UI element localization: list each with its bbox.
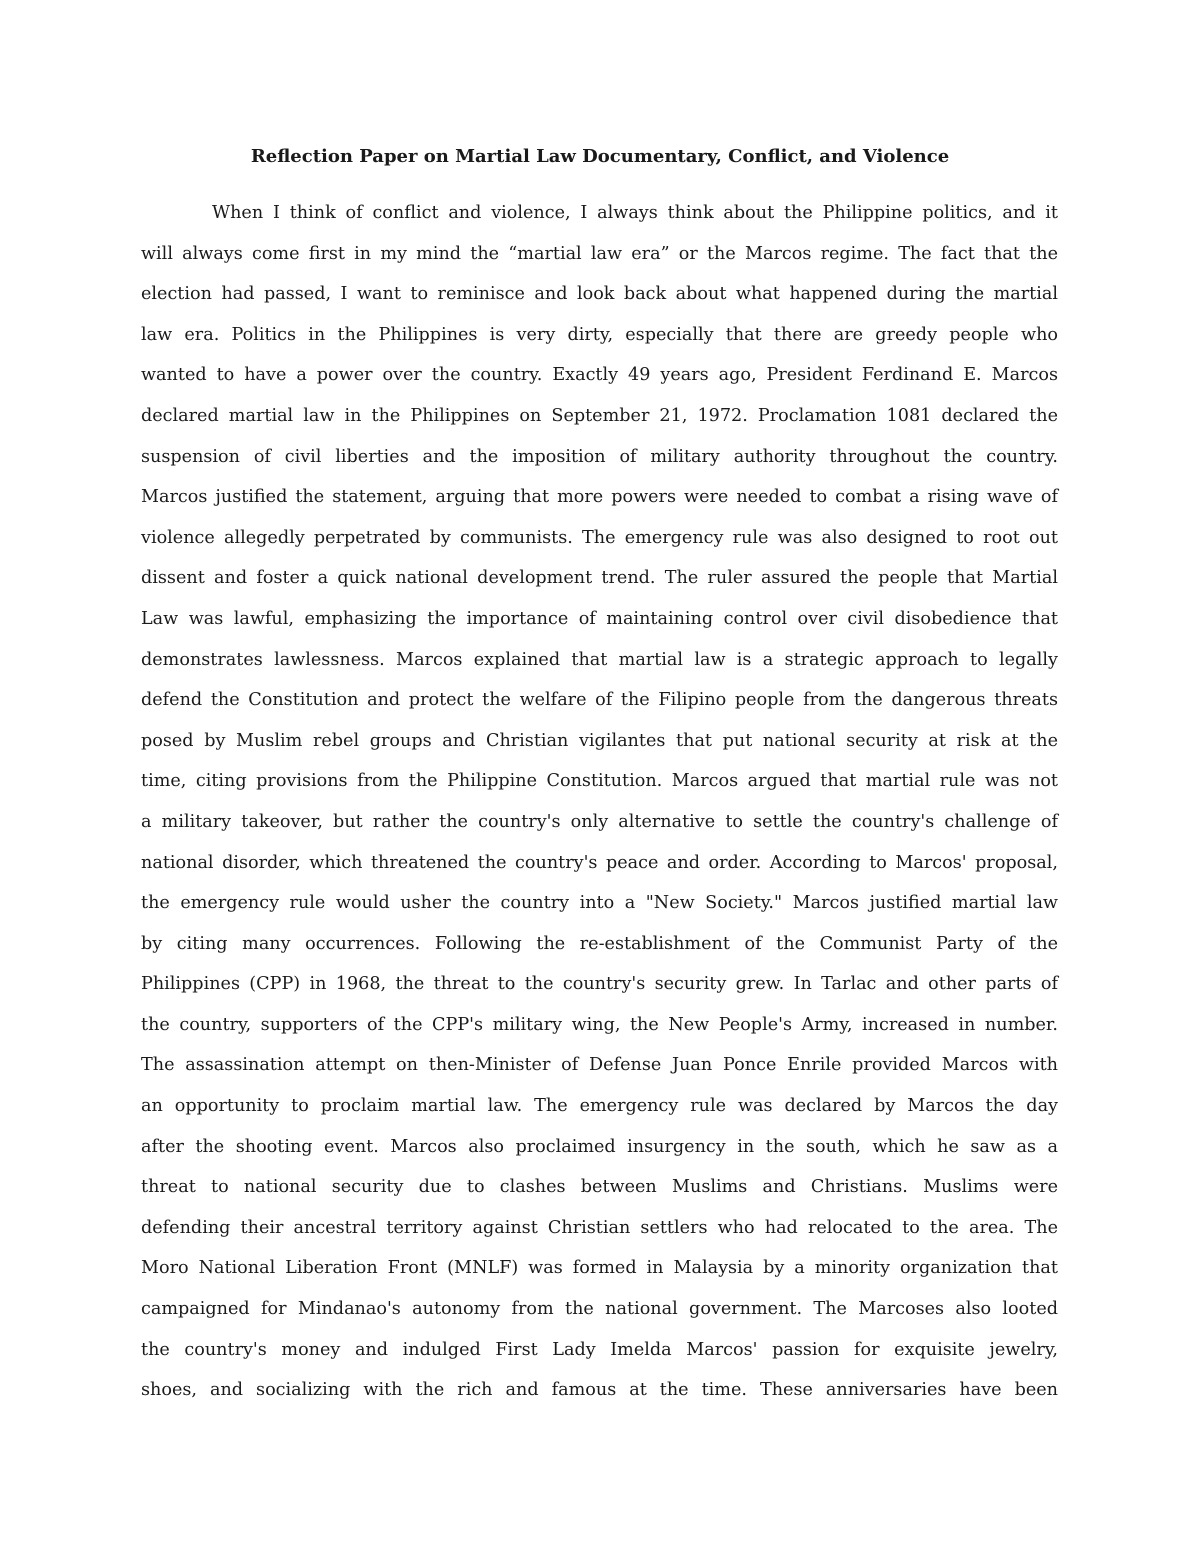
paragraph-line: defending their ancestral territory against Christian settlers who had relocated to the area. The <box>141 1217 1058 1238</box>
paragraph-line: law era. Politics in the Philippines is very dirty, especially that there are greedy people who <box>141 324 1058 345</box>
paragraph-line: demonstrates lawlessness. Marcos explained that martial law is a strategic approach to legally <box>141 649 1058 670</box>
paragraph-line: by citing many occurrences. Following the re-establishment of the Communist Party of the <box>141 933 1058 954</box>
paragraph-line: threat to national security due to clashes between Muslims and Christians. Muslims were <box>141 1177 1058 1198</box>
paragraph-line: campaigned for Mindanao's autonomy from the national government. The Marcoses also looted <box>141 1299 1058 1320</box>
paragraph-line: will always come first in my mind the “martial law era” or the Marcos regime. The fact that the <box>141 243 1058 264</box>
paragraph-line: shoes, and socializing with the rich and famous at the time. These anniversaries have been <box>141 1380 1058 1401</box>
document-body <box>141 198 1058 1416</box>
paragraph-line: Law was lawful, emphasizing the importance of maintaining control over civil disobedience that <box>141 608 1058 629</box>
paragraph-line: suspension of civil liberties and the imposition of military authority throughout the country. <box>141 446 1058 467</box>
paragraph-line: an opportunity to proclaim martial law. The emergency rule was declared by Marcos the day <box>141 1096 1058 1117</box>
paragraph-line: a military takeover, but rather the country's only alternative to settle the country's challenge of <box>141 811 1058 832</box>
paragraph-line: declared martial law in the Philippines on September 21, 1972. Proclamation 1081 declared the <box>141 405 1058 426</box>
paragraph-line: Philippines (CPP) in 1968, the threat to the country's security grew. In Tarlac and other parts of <box>141 974 1058 995</box>
paragraph-line: posed by Muslim rebel groups and Christian vigilantes that put national security at risk at the <box>141 730 1058 751</box>
paragraph-line: Moro National Liberation Front (MNLF) was formed in Malaysia by a minority organization that <box>141 1258 1058 1279</box>
paragraph-line: wanted to have a power over the country. Exactly 49 years ago, President Ferdinand E. Marcos <box>141 365 1058 386</box>
paragraph-line: time, citing provisions from the Philippine Constitution. Marcos argued that martial rule was not <box>141 771 1058 792</box>
paragraph-line: the emergency rule would usher the country into a "New Society." Marcos justified martial law <box>141 893 1058 914</box>
paragraph-line: national disorder, which threatened the country's peace and order. According to Marcos' proposal, <box>141 852 1058 873</box>
paragraph-line: Marcos justified the statement, arguing that more powers were needed to combat a rising wave of <box>141 487 1058 508</box>
paragraph-line: the country's money and indulged First Lady Imelda Marcos' passion for exquisite jewelry, <box>141 1339 1058 1360</box>
paragraph-line: the country, supporters of the CPP's military wing, the New People's Army, increased in number. <box>141 1014 1058 1035</box>
paragraph-line: violence allegedly perpetrated by communists. The emergency rule was also designed to root out <box>141 527 1058 548</box>
paragraph-line: The assassination attempt on then-Minister of Defense Juan Ponce Enrile provided Marcos with <box>141 1055 1058 1076</box>
paragraph-line: defend the Constitution and protect the welfare of the Filipino people from the dangerous threats <box>141 690 1058 711</box>
paragraph-line: When I think of conflict and violence, I always think about the Philippine politics, and it <box>212 203 1058 223</box>
document-title: Reflection Paper on Martial Law Documentary, Conflict, and Violence <box>250 146 950 167</box>
paragraph-line: election had passed, I want to reminisce and look back about what happened during the martial <box>141 284 1058 305</box>
paragraph-line: dissent and foster a quick national development trend. The ruler assured the people that Martial <box>141 568 1058 589</box>
paragraph-line: after the shooting event. Marcos also proclaimed insurgency in the south, which he saw as a <box>141 1136 1058 1157</box>
